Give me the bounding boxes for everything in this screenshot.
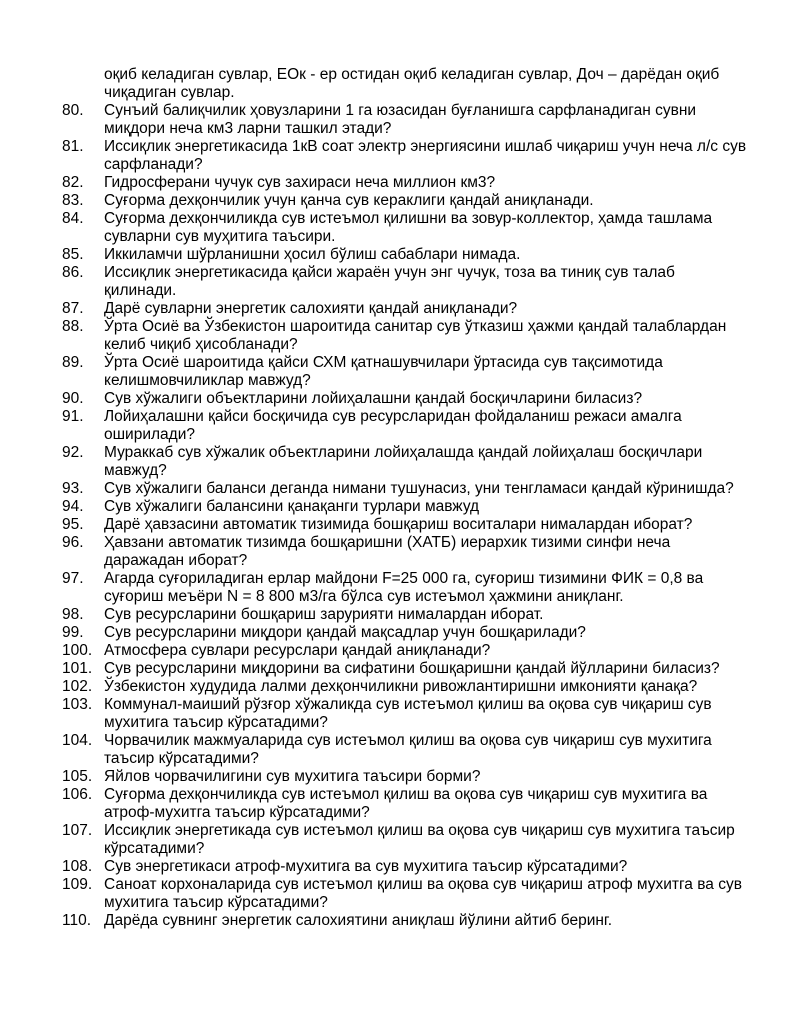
question-number: 103. bbox=[62, 696, 93, 713]
question-text: Дарё ҳавзасини автоматик тизимида бошқариш воситалари нималардан иборат? bbox=[104, 516, 693, 533]
question-item bbox=[62, 246, 750, 264]
question-number: 97. bbox=[62, 570, 84, 587]
question-item bbox=[62, 912, 750, 930]
question-text: Лойиҳалашни қайси босқичида сув ресурсларидан фойдаланиш режаси амалга оширилади? bbox=[104, 408, 682, 443]
question-number: 106. bbox=[62, 786, 93, 803]
question-number: 101. bbox=[62, 660, 93, 677]
question-item bbox=[62, 786, 750, 822]
question-text: Иссиқлик энергетикасида 1кВ соат электр энергиясини ишлаб чиқариш учун неча л/с сув сарфланади? bbox=[104, 138, 747, 173]
question-item bbox=[62, 174, 750, 192]
question-number: 94. bbox=[62, 498, 84, 515]
question-item bbox=[62, 768, 750, 786]
question-number: 98. bbox=[62, 606, 84, 623]
question-number: 80. bbox=[62, 102, 84, 119]
question-item bbox=[62, 876, 750, 912]
question-number: 93. bbox=[62, 480, 84, 497]
question-item bbox=[62, 102, 750, 138]
question-item bbox=[62, 534, 750, 570]
question-text: Ўрта Осиё шароитида қайси СХМ қатнашувчилари ўртасида сув тақсимотида келишмовчиликлар мавжуд? bbox=[104, 354, 663, 389]
question-text: Коммунал-маиший рўзғор хўжаликда сув истеъмол қилиш ва оқова сув чиқариш сув мухитига таъсир кўрсатадими? bbox=[104, 696, 712, 731]
question-text: Суғорма дехқончиликда сув истеъмол қилишни ва зовур-коллектор, ҳамда ташлама сувларни сув муҳитига таъсири. bbox=[104, 210, 713, 245]
question-text: Иссиқлик энергетикада сув истеъмол қилиш ва оқова сув чиқариш сув мухитига таъсир кўрсатадими? bbox=[104, 822, 735, 857]
question-text: Сув хўжалиги балансини қанақанги турлари мавжуд bbox=[104, 498, 480, 515]
question-text: Мураккаб сув хўжалик объектларини лойиҳалашда қандай лойиҳалаш босқичлари мавжуд? bbox=[104, 444, 703, 479]
question-text: Чорвачилик мажмуаларида сув истеъмол қилиш ва оқова сув чиқариш сув мухитига таъсир кўрсатадими? bbox=[104, 732, 712, 767]
question-text: Саноат корхоналарида сув истеъмол қилиш ва оқова сув чиқариш атроф мухитга ва сув мухитига таъсир кўрсатадими? bbox=[104, 876, 742, 911]
question-item bbox=[62, 408, 750, 444]
question-item bbox=[62, 678, 750, 696]
question-text: Иссиқлик энергетикасида қайси жараён учун энг чучук, тоза ва тиниқ сув талаб қилинади. bbox=[104, 264, 675, 299]
question-item bbox=[62, 354, 750, 390]
question-text: Сув хўжалиги объектларини лойиҳалашни қандай босқичларини биласиз? bbox=[104, 390, 643, 407]
question-text: Ўрта Осиё ва Ўзбекистон шароитида санитар сув ўтказиш ҳажми қандай талаблардан келиб чиқиб ҳисобланади? bbox=[104, 318, 727, 353]
question-item bbox=[62, 210, 750, 246]
question-item bbox=[62, 516, 750, 534]
question-item bbox=[62, 642, 750, 660]
question-item bbox=[62, 606, 750, 624]
question-number: 107. bbox=[62, 822, 93, 839]
question-text: Яйлов чорвачилигини сув мухитига таъсири борми? bbox=[104, 768, 481, 785]
question-item bbox=[62, 444, 750, 480]
question-item bbox=[62, 192, 750, 210]
question-item bbox=[62, 390, 750, 408]
question-number: 88. bbox=[62, 318, 84, 335]
question-item bbox=[62, 660, 750, 678]
question-item bbox=[62, 822, 750, 858]
question-number: 95. bbox=[62, 516, 84, 533]
question-item bbox=[62, 300, 750, 318]
question-number: 82. bbox=[62, 174, 84, 191]
question-number: 109. bbox=[62, 876, 93, 893]
question-number: 89. bbox=[62, 354, 84, 371]
question-number: 87. bbox=[62, 300, 84, 317]
question-item bbox=[62, 732, 750, 768]
question-number: 81. bbox=[62, 138, 84, 155]
question-item bbox=[62, 318, 750, 354]
question-text: Гидросферани чучук сув захираси неча миллион км3? bbox=[104, 174, 496, 191]
question-text: Ўзбекистон худудида лалми дехқончиликни ривожлантиришни имконияти қанақа? bbox=[104, 678, 698, 695]
question-text: Сунъий балиқчилик ҳовузларини 1 га юзасидан буғланишга сарфланадиган сувни миқдори неча км3 ларни ташкил этади? bbox=[104, 102, 697, 137]
question-item bbox=[62, 570, 750, 606]
question-number: 86. bbox=[62, 264, 84, 281]
continuation-text: оқиб келадиган сувлар, ЕОк - ер остидан оқиб келадиган сувлар, Доч – дарёдан оқиб чиқадиган сувлар. bbox=[104, 66, 720, 101]
question-text: Агарда суғориладиган ерлар майдони F=25 000 га, суғориш тизимини ФИК = 0,8 ва суғориш меъёри N = 8 800 м3/га бўлса сув истеъмол ҳажмини аниқланг. bbox=[104, 570, 704, 605]
question-number: 85. bbox=[62, 246, 84, 263]
question-item bbox=[62, 696, 750, 732]
question-text: Атмосфера сувлари ресурслари қандай аниқланади? bbox=[104, 642, 491, 659]
question-list bbox=[62, 102, 750, 930]
question-text: Сув ресурсларини миқдори қандай мақсадлар учун бошқарилади? bbox=[104, 624, 586, 641]
question-text: Суғорма дехқончиликда сув истеъмол қилиш ва оқова сув чиқариш сув мухитига ва атроф-мухитга таъсир кўрсатадими? bbox=[104, 786, 708, 821]
question-text: Дарё сувларни энергетик салохияти қандай аниқланади? bbox=[104, 300, 518, 317]
question-number: 102. bbox=[62, 678, 93, 695]
question-text: Сув ресурсларини миқдорини ва сифатини бошқаришни қандай йўлларини биласиз? bbox=[104, 660, 720, 677]
question-number: 99. bbox=[62, 624, 84, 641]
question-number: 83. bbox=[62, 192, 84, 209]
question-number: 84. bbox=[62, 210, 84, 227]
question-number: 110. bbox=[62, 912, 92, 929]
question-text: Суғорма дехқончилик учун қанча сув кераклиги қандай аниқланади. bbox=[104, 192, 594, 209]
question-item bbox=[62, 264, 750, 300]
question-number: 92. bbox=[62, 444, 84, 461]
question-text: Сув хўжалиги баланси деганда нимани тушунасиз, уни тенгламаси қандай кўринишда? bbox=[104, 480, 734, 497]
question-text: Ҳавзани автоматик тизимда бошқаришни (ХАТБ) иерархик тизими синфи неча даражадан иборат? bbox=[104, 534, 671, 569]
question-item bbox=[62, 480, 750, 498]
question-item bbox=[62, 138, 750, 174]
question-number: 90. bbox=[62, 390, 84, 407]
question-text: Дарёда сувнинг энергетик салохиятини аниқлаш йўлини айтиб беринг. bbox=[104, 912, 613, 929]
question-item bbox=[62, 624, 750, 642]
question-number: 100. bbox=[62, 642, 93, 659]
question-number: 105. bbox=[62, 768, 93, 785]
question-number: 91. bbox=[62, 408, 84, 425]
question-text: Сув ресурсларини бошқариш зарурияти нималардан иборат. bbox=[104, 606, 544, 623]
question-number: 108. bbox=[62, 858, 93, 875]
question-text: Иккиламчи шўрланишни ҳосил бўлиш сабаблари нимада. bbox=[104, 246, 521, 263]
question-number: 104. bbox=[62, 732, 93, 749]
question-item bbox=[62, 498, 750, 516]
question-item bbox=[62, 858, 750, 876]
question-number: 96. bbox=[62, 534, 84, 551]
question-text: Сув энергетикаси атроф-мухитига ва сув мухитига таъсир кўрсатадими? bbox=[104, 858, 628, 875]
